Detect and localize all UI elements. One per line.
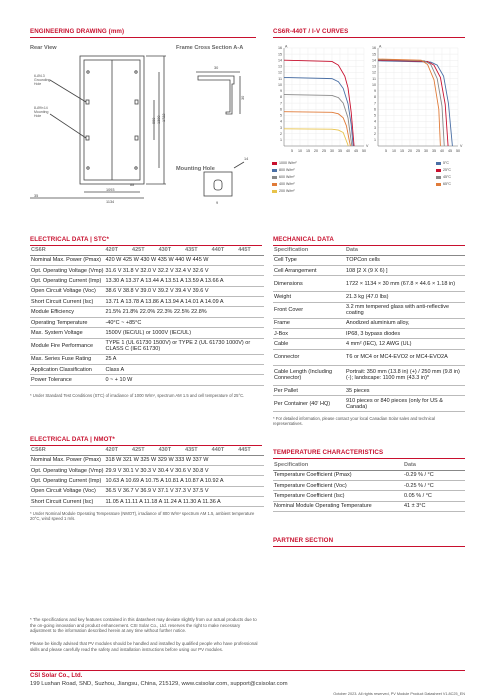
row-label: Cable Length (Including Connector) <box>273 365 345 385</box>
section-divider <box>30 37 256 38</box>
y-tick-label: 11 <box>372 76 376 81</box>
dim-9: 9 <box>216 201 219 205</box>
dim-1722: 1722 <box>162 113 166 122</box>
table-row <box>273 365 465 385</box>
footer-date: October 2023. All rights reserved, PV Module Product Datasheet V1.8C25_EN <box>333 692 465 696</box>
disclaimer-paragraph-1: * The specifications and key features contained in this datasheet may deviate slightly from our actual products due to the on-going innovation and product enhancement. CSI Solar Co., Ltd. reserves the right to make necessary adjustment to the information described herein at any time without further notice. <box>30 617 257 634</box>
row-label: Module Efficiency <box>30 307 104 317</box>
row-value: TOPCon cells <box>345 255 465 265</box>
mounting-hole-drawing <box>200 150 256 206</box>
partner-box <box>273 548 465 640</box>
header-430t: 430T <box>158 246 185 255</box>
row-label: Short Circuit Current (Isc) <box>30 297 104 307</box>
footer-divider <box>30 670 465 671</box>
section-divider <box>273 37 465 38</box>
table-row <box>273 292 465 302</box>
table-row <box>273 470 465 480</box>
legend-label: 1000 W/m² <box>279 161 297 165</box>
header-420t: 420T <box>104 446 131 455</box>
row-values: 29.9 V 30.1 V 30.3 V 30.4 V 30.6 V 30.8 V <box>104 465 264 475</box>
y-tick-label: 10 <box>278 82 282 87</box>
table-row <box>273 318 465 328</box>
table-row <box>273 329 465 339</box>
mounting-hole-label: Mounting Hole <box>176 166 215 172</box>
legend-swatch <box>436 162 441 165</box>
header-430t: 430T <box>158 446 185 455</box>
x-tick-label: 50 <box>362 149 366 153</box>
y-tick-label: 2 <box>374 131 376 136</box>
table-row <box>273 396 465 412</box>
electrical-stc-table <box>30 246 264 386</box>
row-values: 36.5 V 36.7 V 36.9 V 37.1 V 37.3 V 37.5 V <box>104 486 264 496</box>
header-435t: 435T <box>184 446 211 455</box>
row-label: Nominal Module Operating Temperature <box>273 501 403 511</box>
row-label: Per Pallet <box>273 385 345 395</box>
y-tick-label: 2 <box>280 131 282 136</box>
x-tick-label: 40 <box>346 149 350 153</box>
table-row <box>30 286 264 296</box>
y-tick-label: 7 <box>280 101 282 106</box>
x-axis-label: V <box>366 144 369 148</box>
row-label: Opt. Operating Current (Imp) <box>30 276 104 286</box>
footer-address: 199 Lushan Road, SND, Suzhou, Jiangsu, China, 215129, www.csisolar.com, support@csisolar.com <box>30 681 288 687</box>
section-divider <box>273 546 465 547</box>
row-label: Temperature Coefficient (Isc) <box>273 491 403 501</box>
row-label: Nominal Max. Power (Pmax) <box>30 455 104 465</box>
row-label: Max. System Voltage <box>30 328 104 338</box>
header-specification: Specification <box>273 246 345 255</box>
header-445t: 445T <box>237 246 264 255</box>
x-tick-label: 30 <box>330 149 334 153</box>
row-label: Opt. Operating Voltage (Vmp) <box>30 465 104 475</box>
legend-label: 25°C <box>443 168 452 172</box>
row-label: Nominal Max. Power (Pmax) <box>30 255 104 265</box>
row-label: Per Container (40' HQ) <box>273 396 345 412</box>
row-values: 38.6 V 38.8 V 39.0 V 39.2 V 39.4 V 39.6 V <box>104 286 264 296</box>
table-row <box>30 317 264 327</box>
legend-entry <box>272 174 352 181</box>
row-label: Max. Series Fuse Rating <box>30 354 104 364</box>
legend-swatch <box>272 176 277 179</box>
footer-company: CSI Solar Co., Ltd. <box>30 673 83 679</box>
grounding-hole-label: 6-Ø4.3 Grounding Hole <box>34 74 51 86</box>
row-value: 35 pieces <box>345 385 465 395</box>
temperature-legend <box>436 160 466 188</box>
y-tick-label: 5 <box>374 113 376 118</box>
electrical-nmot-table <box>30 446 264 507</box>
x-tick-label: 45 <box>448 149 452 153</box>
legend-swatch <box>272 183 277 186</box>
y-tick-label: 16 <box>372 46 376 51</box>
row-value: 21.3 kg (47.0 lbs) <box>345 292 465 302</box>
rear-view-label: Rear View <box>30 45 57 51</box>
table-row <box>30 455 264 465</box>
legend-label: 65°C <box>443 182 452 186</box>
mechanical-data-table <box>273 246 465 412</box>
legend-entry <box>436 181 466 188</box>
row-label: Frame <box>273 318 345 328</box>
y-axis-label: A <box>379 44 382 49</box>
y-tick-label: 15 <box>372 52 376 57</box>
legend-entry <box>272 181 352 188</box>
x-tick-label: 45 <box>354 149 358 153</box>
row-value: -0.25 % / °C <box>403 480 465 490</box>
x-tick-label: 10 <box>392 149 396 153</box>
y-tick-label: 10 <box>372 82 376 87</box>
nmot-footnote: * Under Nominal Module Operating Temperature (NMOT), irradiance of 800 W/m² spectrum AM 1.5, ambient temperature 20°C, wind speed 1 m/s. <box>30 511 255 521</box>
electrical-stc-title: ELECTRICAL DATA | STC* <box>30 236 109 243</box>
row-value: Anodized aluminium alloy, <box>345 318 465 328</box>
row-values: 10.63 A 10.69 A 10.75 A 10.81 A 10.87 A 10.92 A <box>104 476 264 486</box>
row-label: Operating Temperature <box>30 317 104 327</box>
mechanical-footnote: * For detailed information, please contact your local Canadian Solar sales and technical representatives. <box>273 416 436 426</box>
table-row <box>273 501 465 511</box>
series-line-4 <box>284 129 348 146</box>
legend-swatch <box>436 183 441 186</box>
dim-88: 88 <box>130 183 135 187</box>
row-values: 13.71 A 13.78 A 13.86 A 13.94 A 14.01 A 14.09 A <box>104 297 264 307</box>
x-tick-label: 35 <box>432 149 436 153</box>
header-model: CS6R <box>30 446 104 455</box>
table-row <box>30 265 264 275</box>
row-label: Open Circuit Voltage (Voc) <box>30 286 104 296</box>
header-data: Data <box>345 246 465 255</box>
dim-35: 35 <box>34 194 39 198</box>
row-values: -40°C ~ +85°C <box>104 317 264 327</box>
y-tick-label: 3 <box>374 125 376 130</box>
table-row <box>273 480 465 490</box>
x-tick-label: 15 <box>400 149 404 153</box>
y-tick-label: 8 <box>374 95 376 100</box>
row-label: Opt. Operating Voltage (Vmp) <box>30 265 104 275</box>
iv-curve-irradiance-chart <box>274 44 370 162</box>
legend-label: 800 W/m² <box>279 168 295 172</box>
header-440t: 440T <box>211 246 238 255</box>
row-values: 11.05 A 11.11 A 11.18 A 11.24 A 11.30 A 11.36 A <box>104 497 264 507</box>
legend-swatch <box>272 162 277 165</box>
row-values: Class A <box>104 365 264 375</box>
table-row <box>30 276 264 286</box>
dim-990: 990 <box>152 117 156 124</box>
table-row <box>273 339 465 349</box>
row-label: Cell Arrangement <box>273 265 345 275</box>
table-row <box>273 302 465 318</box>
table-row <box>273 276 465 292</box>
table-header-row <box>273 246 465 255</box>
cross-section-label: Frame Cross Section A-A <box>176 45 244 51</box>
table-row <box>30 255 264 265</box>
y-tick-label: 11 <box>278 76 282 81</box>
legend-entry <box>436 167 466 174</box>
row-label: J-Box <box>273 329 345 339</box>
table-row <box>30 307 264 317</box>
legend-label: 5°C <box>443 161 450 165</box>
y-tick-label: 3 <box>280 125 282 130</box>
x-tick-label: 20 <box>314 149 318 153</box>
row-value: 108 [2 X (9 X 6) ] <box>345 265 465 275</box>
table-row <box>273 265 465 275</box>
x-tick-label: 25 <box>322 149 326 153</box>
series-line-3 <box>378 59 440 146</box>
row-label: Open Circuit Voltage (Voc) <box>30 486 104 496</box>
row-label: Front Cover <box>273 302 345 318</box>
header-445t: 445T <box>237 446 264 455</box>
row-value: T6 or MC4 or MC4-EVO2 or MC4-EVO2A <box>345 349 465 365</box>
y-tick-label: 16 <box>278 46 282 51</box>
mounting-hole-callout: 8-Ø9×14 Mounting Hole <box>34 106 49 118</box>
table-row <box>30 338 264 354</box>
y-tick-label: 4 <box>374 119 376 124</box>
row-values: 25 A <box>104 354 264 364</box>
legend-entry <box>436 160 466 167</box>
row-value: -0.29 % / °C <box>403 470 465 480</box>
row-label: Dimensions <box>273 276 345 292</box>
y-tick-label: 5 <box>280 113 282 118</box>
row-label: Short Circuit Current (Isc) <box>30 497 104 507</box>
iv-curve-temperature-chart <box>368 44 464 162</box>
section-divider <box>273 458 465 459</box>
row-values: TYPE 1 (UL 61730 1500V) or TYPE 2 (UL 61730 1000V) or CLASS C (IEC 61730) <box>104 338 264 354</box>
temperature-title: TEMPERATURE CHARACTERISTICS <box>273 449 384 456</box>
row-values: 21.5% 21.8% 22.0% 22.3% 22.5% 22.8% <box>104 307 264 317</box>
engineering-drawing-title: ENGINEERING DRAWING (mm) <box>30 28 125 35</box>
disclaimer-paragraph-2: Please be kindly advised that PV modules should be handled and installed by qualified people who have professional skills and please carefully read the safety and installation instructions before using our PV modules. <box>30 641 258 652</box>
row-label: Power Tolerance <box>30 375 104 385</box>
header-425t: 425T <box>131 246 158 255</box>
x-tick-label: 15 <box>306 149 310 153</box>
legend-label: 200 W/m² <box>279 189 295 193</box>
x-tick-label: 30 <box>424 149 428 153</box>
row-label: Weight <box>273 292 345 302</box>
header-435t: 435T <box>184 246 211 255</box>
table-row <box>30 375 264 385</box>
cross-section-drawing <box>176 54 256 144</box>
y-tick-label: 7 <box>374 101 376 106</box>
table-row <box>273 491 465 501</box>
y-axis-label: A <box>285 44 288 49</box>
table-header-row <box>30 246 264 255</box>
legend-swatch <box>436 176 441 179</box>
irradiance-legend <box>272 160 352 195</box>
row-label: Application Classification <box>30 365 104 375</box>
table-row <box>30 365 264 375</box>
row-value: IP68, 3 bypass diodes <box>345 329 465 339</box>
y-tick-label: 6 <box>374 107 376 112</box>
dim-1093: 1093 <box>106 188 115 192</box>
mechanical-data-title: MECHANICAL DATA <box>273 236 334 243</box>
y-tick-label: 12 <box>278 70 282 75</box>
series-line-2 <box>284 95 352 146</box>
legend-label: 600 W/m² <box>279 175 295 179</box>
row-values: 420 W 425 W 430 W 435 W 440 W 445 W <box>104 255 264 265</box>
row-values: 1500V (IEC/UL) or 1000V (IEC/UL) <box>104 328 264 338</box>
y-tick-label: 12 <box>372 70 376 75</box>
row-value: 910 pieces or 840 pieces (only for US & Canada) <box>345 396 465 412</box>
header-425t: 425T <box>131 446 158 455</box>
row-value: 0.05 % / °C <box>403 491 465 501</box>
row-value: 3.2 mm tempered glass with anti-reflective coating <box>345 302 465 318</box>
x-tick-label: 10 <box>298 149 302 153</box>
row-label: Connector <box>273 349 345 365</box>
y-tick-label: 13 <box>372 64 376 69</box>
table-row <box>30 354 264 364</box>
partner-section-title: PARTNER SECTION <box>273 537 334 544</box>
row-values: 318 W 321 W 325 W 329 W 333 W 337 W <box>104 455 264 465</box>
legend-swatch <box>272 169 277 172</box>
x-tick-label: 40 <box>440 149 444 153</box>
x-tick-label: 25 <box>416 149 420 153</box>
dim-14: 14 <box>244 157 249 161</box>
legend-entry <box>272 160 352 167</box>
y-tick-label: 14 <box>372 58 376 63</box>
legend-swatch <box>272 190 277 193</box>
row-value: 41 ± 3°C <box>403 501 465 511</box>
header-specification: Specification <box>273 461 403 470</box>
y-tick-label: 4 <box>280 119 282 124</box>
legend-entry <box>436 174 466 181</box>
dim-1134: 1134 <box>106 200 115 204</box>
iv-curves-title: CS6R-440T / I-V CURVES <box>273 28 349 35</box>
electrical-nmot-title: ELECTRICAL DATA | NMOT* <box>30 436 115 443</box>
table-header-row <box>30 446 264 455</box>
row-label: Temperature Coefficient (Pmax) <box>273 470 403 480</box>
x-tick-label: 50 <box>456 149 460 153</box>
row-values: 0 ~ + 10 W <box>104 375 264 385</box>
x-axis-label: V <box>460 144 463 148</box>
x-tick-label: 5 <box>385 149 387 153</box>
table-row <box>30 328 264 338</box>
legend-label: 45°C <box>443 175 452 179</box>
y-tick-label: 13 <box>278 64 282 69</box>
row-label: Module Fire Performance <box>30 338 104 354</box>
row-values: 31.6 V 31.8 V 32.0 V 32.2 V 32.4 V 32.6 V <box>104 265 264 275</box>
row-label: Opt. Operating Current (Imp) <box>30 476 104 486</box>
header-model: CS6R <box>30 246 104 255</box>
y-tick-label: 9 <box>280 89 282 94</box>
header-440t: 440T <box>211 446 238 455</box>
row-label: Cell Type <box>273 255 345 265</box>
x-tick-label: 20 <box>408 149 412 153</box>
y-tick-label: 14 <box>278 58 282 63</box>
row-value: 4 mm² (IEC), 12 AWG (UL) <box>345 339 465 349</box>
row-label: Temperature Coefficient (Voc) <box>273 480 403 490</box>
y-tick-label: 9 <box>374 89 376 94</box>
x-tick-label: 5 <box>291 149 293 153</box>
legend-swatch <box>436 169 441 172</box>
legend-entry <box>272 167 352 174</box>
table-row <box>273 349 465 365</box>
table-row <box>273 255 465 265</box>
table-row <box>30 476 264 486</box>
y-tick-label: 6 <box>280 107 282 112</box>
row-label: Cable <box>273 339 345 349</box>
y-tick-label: 8 <box>280 95 282 100</box>
x-tick-label: 35 <box>338 149 342 153</box>
table-row <box>30 465 264 475</box>
table-header-row <box>273 461 465 470</box>
y-tick-label: 1 <box>374 138 376 143</box>
legend-label: 400 W/m² <box>279 182 295 186</box>
row-value: 1722 × 1134 × 30 mm (67.8 × 44.6 × 1.18 in) <box>345 276 465 292</box>
table-row <box>30 486 264 496</box>
table-row <box>273 385 465 395</box>
dim-30-horizontal: 30 <box>214 66 219 70</box>
table-row <box>30 297 264 307</box>
header-420t: 420T <box>104 246 131 255</box>
legend-entry <box>272 188 352 195</box>
dim-1300: 1300 <box>157 115 161 124</box>
header-data: Data <box>403 461 465 470</box>
dim-30-vertical: 30 <box>241 95 245 100</box>
y-tick-label: 1 <box>280 138 282 143</box>
row-values: 13.30 A 13.37 A 13.44 A 13.51 A 13.59 A 13.66 A <box>104 276 264 286</box>
row-value: Portrait: 350 mm (13.8 in) (+) / 250 mm (9.8 in) (-); landscape: 1100 mm (43.3 in)* <box>345 365 465 385</box>
table-row <box>30 497 264 507</box>
temperature-table <box>273 461 465 512</box>
stc-footnote: * Under Standard Test Conditions (STC) of irradiance of 1000 W/m², spectrum AM 1.5 and cell temperature of 25°C. <box>30 393 245 398</box>
y-tick-label: 15 <box>278 52 282 57</box>
